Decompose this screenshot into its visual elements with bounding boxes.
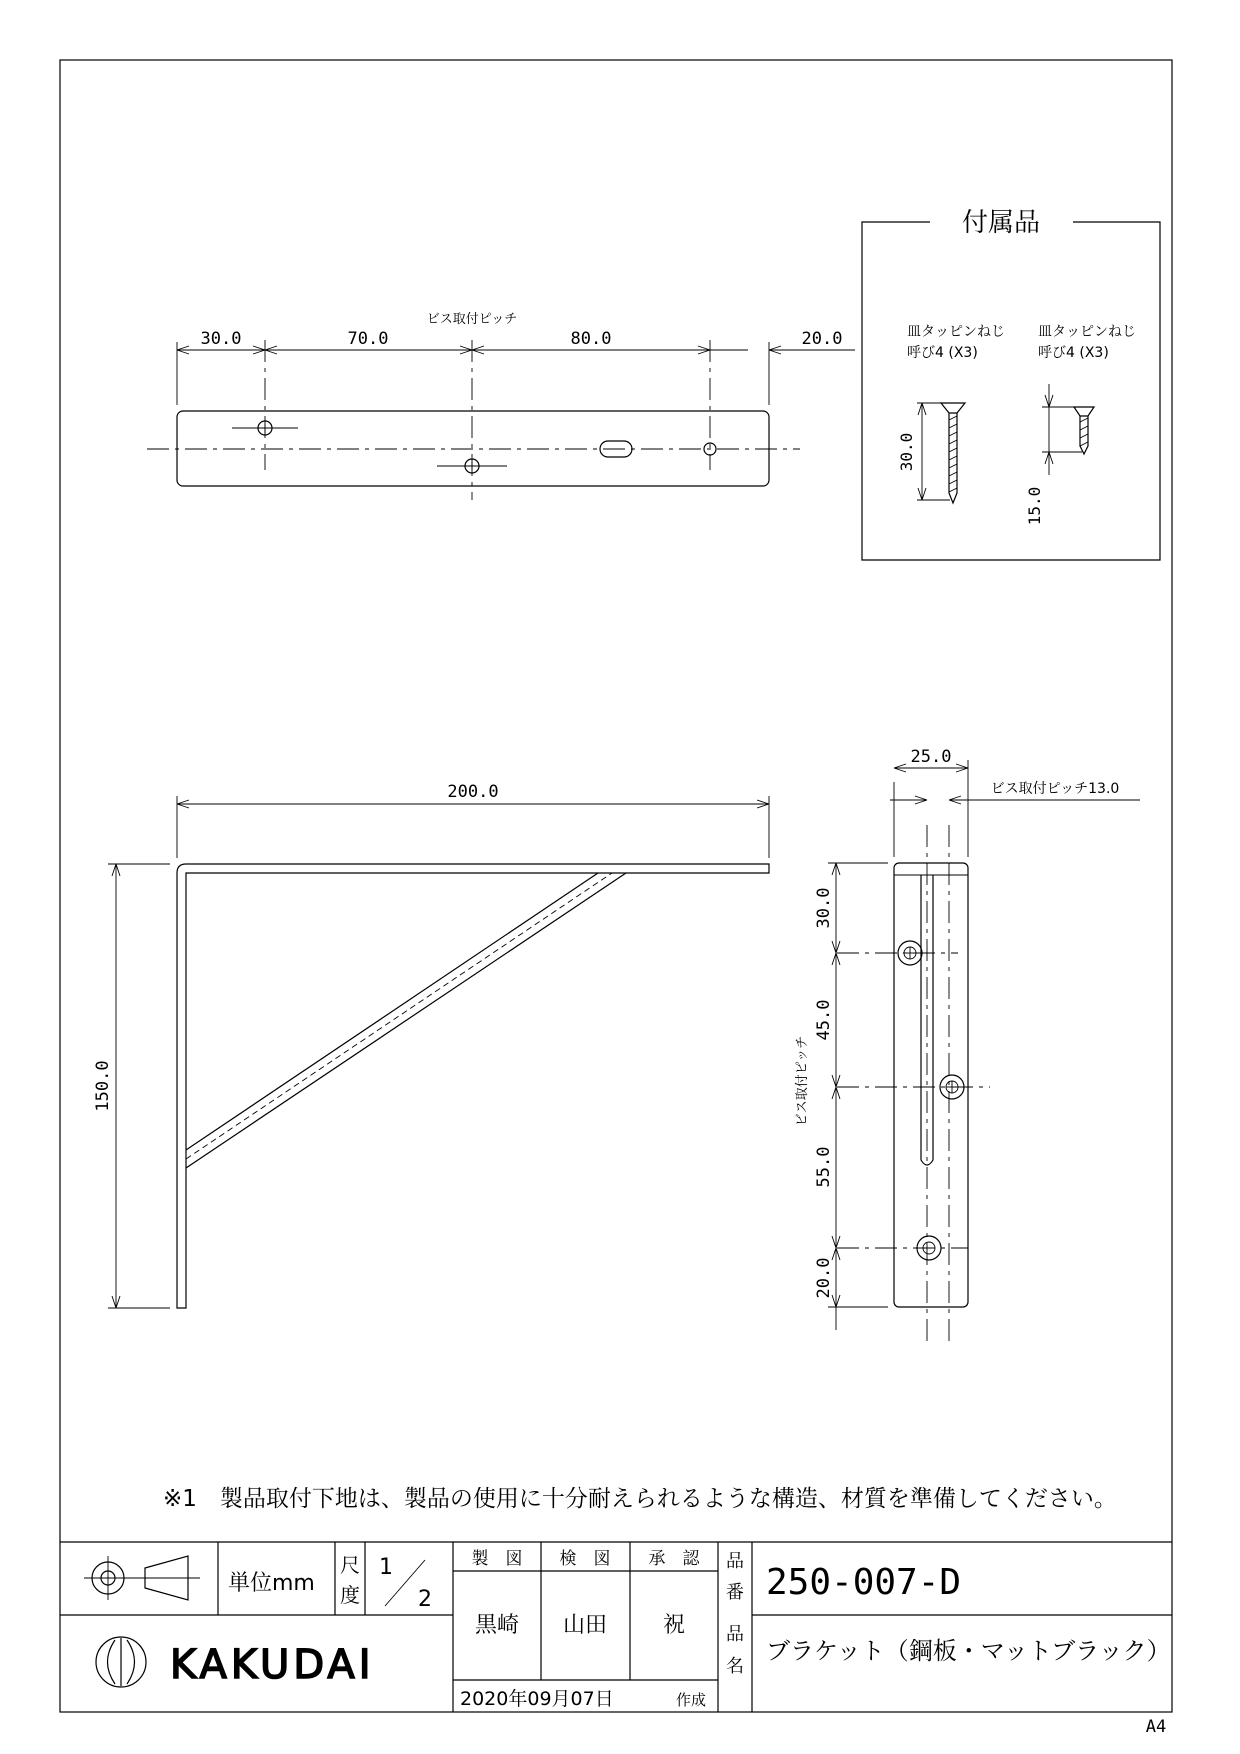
approved-label: 承 認 bbox=[648, 1549, 700, 1569]
side-view-dim-3: 55.0 bbox=[814, 1146, 834, 1188]
front-view-width: 200.0 bbox=[447, 782, 499, 802]
front-view bbox=[93, 782, 769, 1308]
screw-short-label-2: 呼び4 (X3) bbox=[1038, 345, 1109, 361]
approved-by: 祝 bbox=[662, 1613, 686, 1638]
front-view-height: 150.0 bbox=[93, 1060, 113, 1112]
top-view-dim-4: 20.0 bbox=[801, 329, 843, 349]
scale-denominator: 2 bbox=[418, 1587, 432, 1612]
top-view-dim-3: 80.0 bbox=[570, 329, 612, 349]
top-view-dim-2: 70.0 bbox=[347, 329, 389, 349]
side-view-pitch-label: ビス取付ピッチ bbox=[795, 1035, 810, 1127]
side-view bbox=[795, 747, 1140, 1345]
name-label-1: 品 bbox=[726, 1624, 744, 1645]
top-view-pitch-label: ビス取付ピッチ bbox=[426, 312, 518, 327]
screw-short-length: 15.0 bbox=[1025, 486, 1044, 526]
drawing-frame bbox=[60, 60, 1172, 1712]
side-view-dim-2: 45.0 bbox=[814, 999, 834, 1041]
name-label-2: 名 bbox=[726, 1656, 744, 1677]
scale-label-2: 度 bbox=[340, 1583, 360, 1607]
drawn-by: 黒崎 bbox=[474, 1613, 520, 1638]
screw-long-label-1: 皿タッピンねじ bbox=[907, 324, 1005, 340]
part-no-label-2: 番 bbox=[726, 1582, 744, 1603]
drawn-label: 製 図 bbox=[471, 1549, 523, 1569]
product-name: ブラケット（鋼板・マットブラック） bbox=[766, 1637, 1171, 1665]
accessories-box bbox=[862, 208, 1160, 560]
logo-text: KAKUDAI bbox=[170, 1642, 375, 1688]
side-view-dim-1: 30.0 bbox=[814, 887, 834, 929]
scale-label-1: 尺 bbox=[340, 1553, 360, 1577]
part-no-label-1: 品 bbox=[726, 1551, 744, 1572]
side-view-plate bbox=[894, 863, 968, 1307]
title-block bbox=[60, 1542, 1172, 1712]
part-number: 250-007-D bbox=[766, 1562, 962, 1603]
accessories-title: 付属品 bbox=[961, 208, 1041, 238]
third-angle-projection-icon bbox=[84, 1556, 200, 1600]
unit-label: 単位mm bbox=[228, 1571, 315, 1596]
created-suffix: 作成 bbox=[676, 1691, 707, 1709]
side-view-dim-4: 20.0 bbox=[814, 1257, 834, 1299]
top-view bbox=[147, 312, 855, 500]
checked-label: 検 図 bbox=[559, 1549, 611, 1569]
top-view-plate bbox=[177, 411, 769, 486]
screw-long-label-2: 呼び4 (X3) bbox=[907, 345, 978, 361]
kakudai-logo bbox=[96, 1637, 375, 1688]
installation-note: ※1 製品取付下地は、製品の使用に十分耐えられるような構造、材質を準備してください。 bbox=[163, 1486, 1117, 1512]
side-view-pitch-dim: ビス取付ピッチ13.0 bbox=[990, 781, 1120, 797]
bracket-outline bbox=[177, 864, 769, 1308]
short-screw bbox=[1025, 384, 1094, 525]
screw-long-length: 30.0 bbox=[897, 432, 916, 472]
screw-short-label-1: 皿タッピンねじ bbox=[1038, 324, 1136, 340]
sheet-size: A4 bbox=[1145, 1717, 1167, 1737]
scale-numerator: 1 bbox=[379, 1555, 393, 1580]
top-view-dim-1: 30.0 bbox=[200, 329, 242, 349]
side-view-width: 25.0 bbox=[910, 747, 952, 767]
created-date: 2020年09月07日 bbox=[460, 1688, 614, 1710]
checked-by: 山田 bbox=[562, 1613, 608, 1638]
long-screw bbox=[897, 403, 965, 503]
